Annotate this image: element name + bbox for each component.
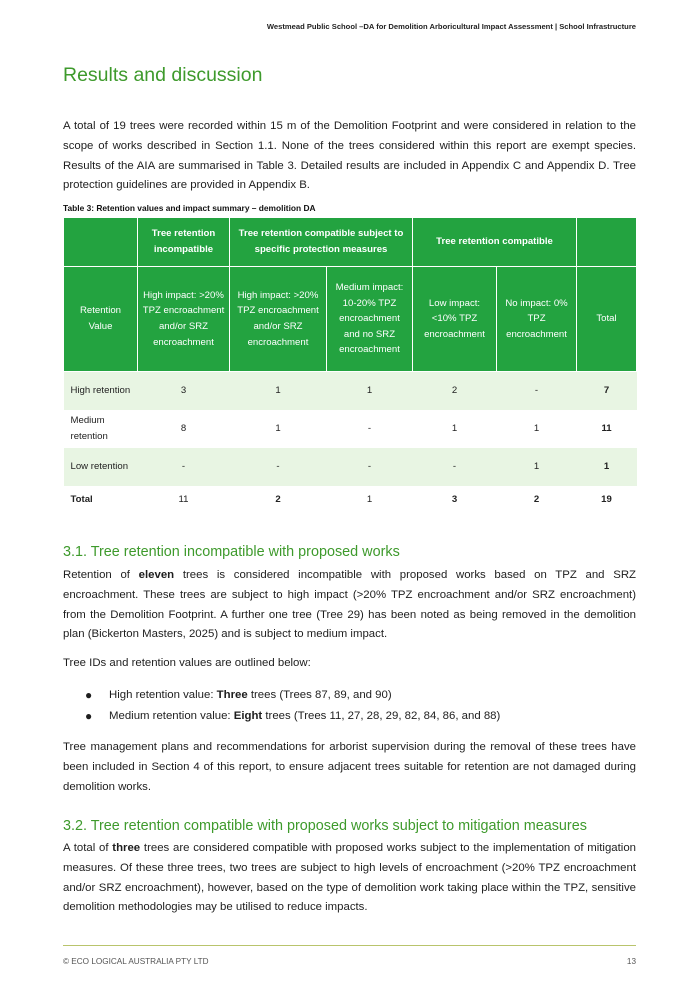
table-cell: 1 bbox=[366, 493, 373, 505]
table-caption: Table 3: Retention values and impact summary – demolition DA bbox=[63, 203, 316, 213]
table-cell: 2 bbox=[413, 372, 497, 410]
retention-list bbox=[63, 685, 636, 727]
section-3-2-paragraph: A total of three trees are considered compatible with proposed works subject to the implementation of mitigation measures. Of these three trees, two trees are subject to high levels of encroachment (>20% TPZ encroachment and/or SRZ encroachment), however, based on the type of demolition work taking place within the TPZ, sensitive demolition methodologies may be utilised to reduce impacts. bbox=[63, 842, 636, 914]
table-row bbox=[64, 372, 637, 410]
section-3-2-heading: 3.2. Tree retention compatible with proposed works subject to mitigation measures bbox=[63, 818, 587, 834]
header-blank bbox=[577, 218, 637, 267]
row-label: Medium retention bbox=[70, 414, 108, 442]
footer-copyright: © ECO LOGICAL AUSTRALIA PTY LTD bbox=[63, 957, 209, 966]
row-total: 11 bbox=[601, 422, 612, 434]
tree-ids-intro: Tree IDs and retention values are outlined below: bbox=[63, 657, 311, 669]
table-cell: - bbox=[367, 422, 372, 434]
column-header-no-impact: No impact: 0% TPZ encroachment bbox=[497, 267, 577, 372]
row-total: 1 bbox=[577, 448, 637, 486]
list-item: ● High retention value: Three trees (Trees 87, 89, and 90) bbox=[63, 685, 636, 706]
row-label: Low retention bbox=[64, 448, 138, 486]
row-label: Total bbox=[70, 493, 93, 505]
table-cell: 3 bbox=[451, 493, 458, 505]
table-row bbox=[64, 448, 637, 486]
section-3-1-paragraph: Retention of eleven trees is considered incompatible with proposed works based on TPZ and SRZ encroachment. These trees are subject to high impact (>20% TPZ encroachment and/or SRZ encroachment) from the Demolition Footprint. A further one tree (Tree 29) has been noted as being removed in the demolition plan (Bickerton Masters, 2025) and is subject to medium impact. bbox=[63, 569, 636, 641]
page-number: 13 bbox=[626, 957, 636, 966]
table-cell: 3 bbox=[138, 372, 230, 410]
bullet-icon: ● bbox=[85, 709, 93, 723]
table-cell: 1 bbox=[327, 372, 413, 410]
table-row-total bbox=[64, 486, 637, 514]
table-cell: - bbox=[327, 448, 413, 486]
group-header-compatible: Tree retention compatible bbox=[413, 218, 577, 267]
table-cell: 1 bbox=[230, 372, 327, 410]
results-table bbox=[63, 217, 637, 514]
group-header-subject-to-measures: Tree retention compatible subject to specific protection measures bbox=[230, 218, 413, 267]
table-cell: - bbox=[413, 448, 497, 486]
list-item: ● Medium retention value: Eight trees (Trees 11, 27, 28, 29, 82, 84, 86, and 88) bbox=[63, 706, 636, 727]
row-total: 7 bbox=[577, 372, 637, 410]
intro-paragraph: A total of 19 trees were recorded within 15 m of the Demolition Footprint and were considered in relation to the scope of works described in Section 1.1. None of the trees considered within this report are exempt species. Results of the AIA are summarised in Table 3. Detailed results are included in Appendix C and Appendix D. Tree protection guidelines are provided in Appendix B. bbox=[63, 120, 636, 192]
table-cell: 1 bbox=[451, 422, 458, 434]
table-cell: - bbox=[230, 448, 327, 486]
table-row bbox=[64, 410, 637, 448]
table-cell: - bbox=[138, 448, 230, 486]
section-3-1-heading: 3.1. Tree retention incompatible with proposed works bbox=[63, 544, 400, 560]
table-cell: 11 bbox=[178, 493, 189, 505]
column-header-low-impact: Low impact: <10% TPZ encroachment bbox=[413, 267, 497, 372]
table-cell: 1 bbox=[533, 422, 540, 434]
column-header-high-impact: High impact: >20% TPZ encroachment and/or SRZ encroachment bbox=[138, 267, 230, 372]
footer-divider bbox=[63, 945, 636, 946]
group-header-incompatible: Tree retention incompatible bbox=[138, 218, 230, 267]
row-total: 19 bbox=[601, 493, 612, 505]
running-header: Westmead Public School –DA for Demolition Arboricultural Impact Assessment | School Infrastructure bbox=[266, 22, 636, 31]
management-paragraph: Tree management plans and recommendations for arborist supervision during the removal of these trees have been included in Section 4 of this report, to ensure adjacent trees suitable for retention are not damaged during demolition works. bbox=[63, 741, 636, 793]
column-header-retention-value: Retention Value bbox=[64, 267, 138, 372]
table-cell: 1 bbox=[275, 422, 281, 434]
table-cell: 2 bbox=[275, 493, 281, 505]
table-cell: 8 bbox=[180, 422, 187, 434]
table-cell: 1 bbox=[497, 448, 577, 486]
table-cell: - bbox=[497, 372, 577, 410]
column-header-medium-impact: Medium impact: 10-20% TPZ encroachment and no SRZ encroachment bbox=[327, 267, 413, 372]
section-title: Results and discussion bbox=[63, 64, 263, 86]
header-blank bbox=[64, 218, 138, 267]
column-header-total: Total bbox=[577, 267, 637, 372]
bullet-icon: ● bbox=[85, 688, 93, 702]
table-cell: 2 bbox=[533, 493, 540, 505]
row-label: High retention bbox=[64, 372, 138, 410]
column-header-high-impact: High impact: >20% TPZ encroachment and/or SRZ encroachment bbox=[230, 267, 327, 372]
